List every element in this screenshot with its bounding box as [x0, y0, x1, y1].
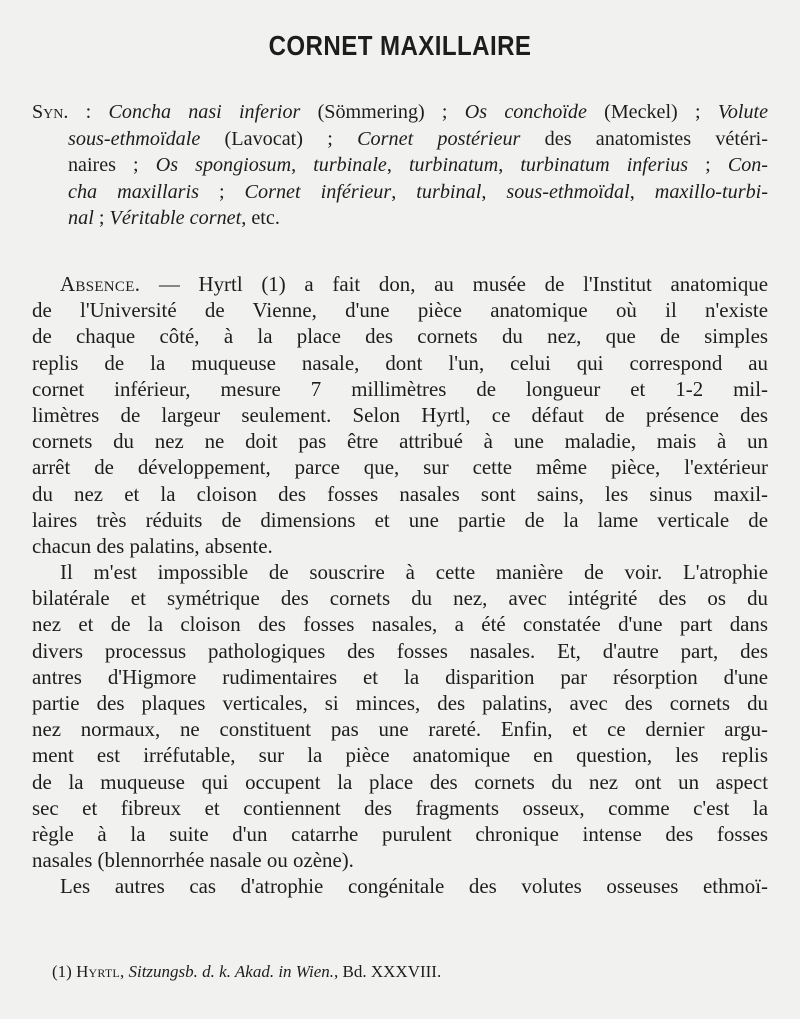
paragraph-line: règle à la suite d'un catarrhe purulent chronique intense des fosses [32, 821, 768, 846]
synonyms-line: sous-ethmoïdale (Lavocat) ; Cornet postérieur des anatomistes vétéri- [68, 127, 768, 150]
absence-line: chacun des palatins, absente. [32, 533, 273, 558]
paragraph-line: nez normaux, ne constituent pas une rareté. Enfin, et ce dernier argu- [32, 717, 768, 742]
footnote-volume: Bd. XXXVIII. [342, 962, 442, 981]
absence-line: du nez et la cloison des fosses nasales sont sains, les sinus maxil- [32, 481, 768, 506]
footnote: (1) Hyrtl, Sitzungsb. d. k. Akad. in Wien., Bd. XXXVIII. [52, 962, 442, 981]
footnote-number: (1) [52, 962, 72, 981]
paragraph-line: antres d'Higmore rudimentaires et la disparition par résorption d'une [32, 664, 768, 689]
absence-line: de chaque côté, à la place des cornets du nez, que de simples [32, 324, 768, 349]
main-text [32, 271, 768, 900]
paragraph-line: nez et de la cloison des fosses nasales, a été constatée d'une part dans [32, 612, 768, 637]
paragraph-line: bilatérale et symétrique des cornets du nez, avec intégrité des os du [32, 586, 768, 611]
paragraph-line: divers processus pathologiques des fosses nasales. Et, d'autre part, des [32, 638, 768, 663]
paragraph-line: de la muqueuse qui occupent la place des cornets du nez ont un aspect [32, 769, 768, 794]
paragraph-line: sec et fibreux et contiennent des fragments osseux, comme c'est la [32, 795, 768, 820]
synonyms-block [32, 99, 768, 232]
synonyms-line: nal ; Véritable cornet, etc. [68, 207, 280, 229]
footnote-source: Sitzungsb. d. k. Akad. in Wien. [128, 962, 335, 981]
footnote-author: Hyrtl [76, 962, 120, 981]
page-title: CORNET MAXILLAIRE [268, 30, 532, 61]
absence-line: laires très réduits de dimensions et une partie de la lame verticale de [32, 507, 768, 532]
absence-line [32, 271, 768, 297]
paragraph-line: ment est irréfutable, sur la pièce anatomique en question, les replis [32, 743, 768, 768]
absence-label: Absence. [60, 272, 141, 296]
absence-line: replis de la muqueuse nasale, dont l'un, celui qui correspond au [32, 350, 768, 375]
paragraph-line: nasales (blennorrhée nasale ou ozène). [32, 848, 354, 873]
absence-line: cornet inférieur, mesure 7 millimètres de longueur et 1-2 mil- [32, 376, 768, 401]
absence-line: cornets du nez ne doit pas être attribué à une maladie, mais à un [32, 429, 768, 454]
absence-line: arrêt de développement, parce que, sur cette même pièce, l'extérieur [32, 455, 768, 480]
synonyms-line: naires ; Os spongiosum, turbinale, turbinatum, turbinatum inferius ; Con- [68, 154, 768, 176]
paragraph-line: Il m'est impossible de souscrire à cette manière de voir. L'atrophie [60, 560, 768, 585]
synonyms-line-text: Concha nasi inferior (Sömmering) ; Os conchoïde (Meckel) ; Volute [108, 101, 769, 123]
absence-line: limètres de largeur seulement. Selon Hyrtl, ce défaut de présence des [32, 402, 768, 427]
paragraph-line: partie des plaques verticales, si minces, des palatins, avec des cornets du [32, 691, 768, 715]
synonyms-label: Syn. [32, 101, 69, 123]
absence-line: de l'Université de Vienne, d'une pièce anatomique où il n'existe [32, 298, 768, 323]
absence-line-text: — Hyrtl (1) a fait don, au musée de l'Institut anatomique [158, 272, 768, 296]
synonyms-line: Syn. : Concha nasi inferior (Sömmering) ; Os conchoïde (Meckel) ; Volute [32, 101, 769, 123]
paragraph-line: Les autres cas d'atrophie congénitale des volutes osseuses ethmoï- [60, 874, 768, 899]
synonyms-line: cha maxillaris ; Cornet inférieur, turbinal, sous-ethmoïdal, maxillo-turbi- [68, 180, 768, 203]
